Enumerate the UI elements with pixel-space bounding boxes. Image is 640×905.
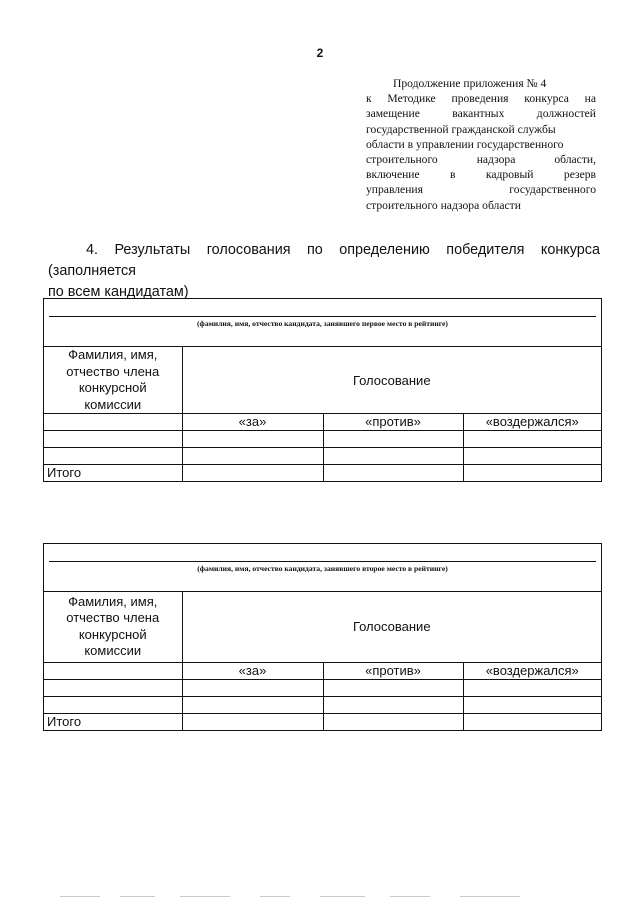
scan-artifact-line [60, 896, 540, 898]
appendix-line: строительного надзора области [366, 198, 521, 212]
table-cell[interactable] [182, 679, 323, 696]
appendix-line: к Методике проведения конкурса на [366, 92, 596, 106]
voting-header: Голосование [182, 592, 601, 662]
member-column-header [44, 592, 182, 662]
appendix-line: государственной гражданской службы [366, 122, 556, 136]
total-label: Итого [44, 713, 182, 730]
table-cell[interactable] [44, 662, 182, 679]
table-cell[interactable] [323, 713, 463, 730]
table-cell[interactable] [323, 679, 463, 696]
option-abstained: «воздержался» [463, 414, 601, 431]
section-heading-line-2: по всем кандидатам) [48, 284, 189, 300]
appendix-reference [366, 76, 596, 213]
table-cell[interactable] [323, 431, 463, 448]
table-cell[interactable] [463, 465, 601, 482]
appendix-line: замещение вакантных должностей [366, 107, 596, 121]
table-cell[interactable] [463, 713, 601, 730]
table-row [44, 448, 601, 465]
table-row [44, 679, 601, 696]
table-cell[interactable] [323, 696, 463, 713]
table-cell[interactable] [182, 431, 323, 448]
appendix-line: строительного надзора области, [366, 153, 596, 167]
total-row [44, 465, 601, 482]
candidate-name-field [44, 299, 601, 347]
table-cell[interactable] [44, 448, 182, 465]
voting-header: Голосование [182, 347, 601, 414]
option-for: «за» [182, 662, 323, 679]
table-cell[interactable] [182, 448, 323, 465]
table-cell[interactable] [182, 465, 323, 482]
section-heading-line-1: 4. Результаты голосования по определению победителя конкурса (заполняется [48, 242, 600, 279]
member-header-line: отчество члена [66, 363, 160, 379]
table-cell[interactable] [44, 696, 182, 713]
page-number: 2 [316, 46, 324, 60]
table-cell[interactable] [44, 431, 182, 448]
table-cell[interactable] [323, 448, 463, 465]
total-label: Итого [44, 465, 182, 482]
member-header-line: отчество члена [66, 610, 160, 626]
candidate-caption: (фамилия, имя, отчество кандидата, занявшего второе место в рейтинге) [197, 564, 448, 573]
voting-table-second-place [43, 543, 602, 731]
member-header-line: Фамилия, имя, [68, 347, 158, 362]
appendix-line: включение в кадровый резерв [366, 168, 596, 182]
member-header-line: комиссии [84, 643, 142, 659]
section-heading [48, 240, 600, 303]
table-cell[interactable] [323, 465, 463, 482]
option-against: «против» [323, 662, 463, 679]
table-cell[interactable] [182, 696, 323, 713]
member-header-line: комиссии [84, 396, 142, 412]
appendix-line: области в управлении государственного [366, 137, 564, 151]
candidate-name-line[interactable] [49, 561, 596, 562]
voting-table-first-place [43, 298, 602, 482]
member-header-line: конкурсной [78, 380, 147, 395]
candidate-caption: (фамилия, имя, отчество кандидата, занявшего первое место в рейтинге) [197, 319, 448, 328]
total-row [44, 713, 601, 730]
table-cell[interactable] [463, 448, 601, 465]
table-cell[interactable] [463, 696, 601, 713]
candidate-name-line[interactable] [49, 316, 596, 317]
voting-grid [44, 347, 601, 481]
table-cell[interactable] [463, 679, 601, 696]
table-row [44, 431, 601, 448]
table-cell[interactable] [44, 679, 182, 696]
candidate-name-field [44, 544, 601, 592]
option-against: «против» [323, 414, 463, 431]
member-column-header [44, 347, 182, 414]
voting-grid [44, 592, 601, 730]
table-row [44, 696, 601, 713]
table-cell[interactable] [463, 431, 601, 448]
member-header-line: конкурсной [78, 626, 147, 642]
option-for: «за» [182, 414, 323, 431]
option-abstained: «воздержался» [463, 662, 601, 679]
appendix-line: управления государственного [366, 183, 596, 197]
table-cell[interactable] [182, 713, 323, 730]
member-header-line: Фамилия, имя, [68, 593, 158, 609]
table-cell[interactable] [44, 414, 182, 431]
appendix-line: Продолжение приложения № 4 [393, 77, 547, 90]
